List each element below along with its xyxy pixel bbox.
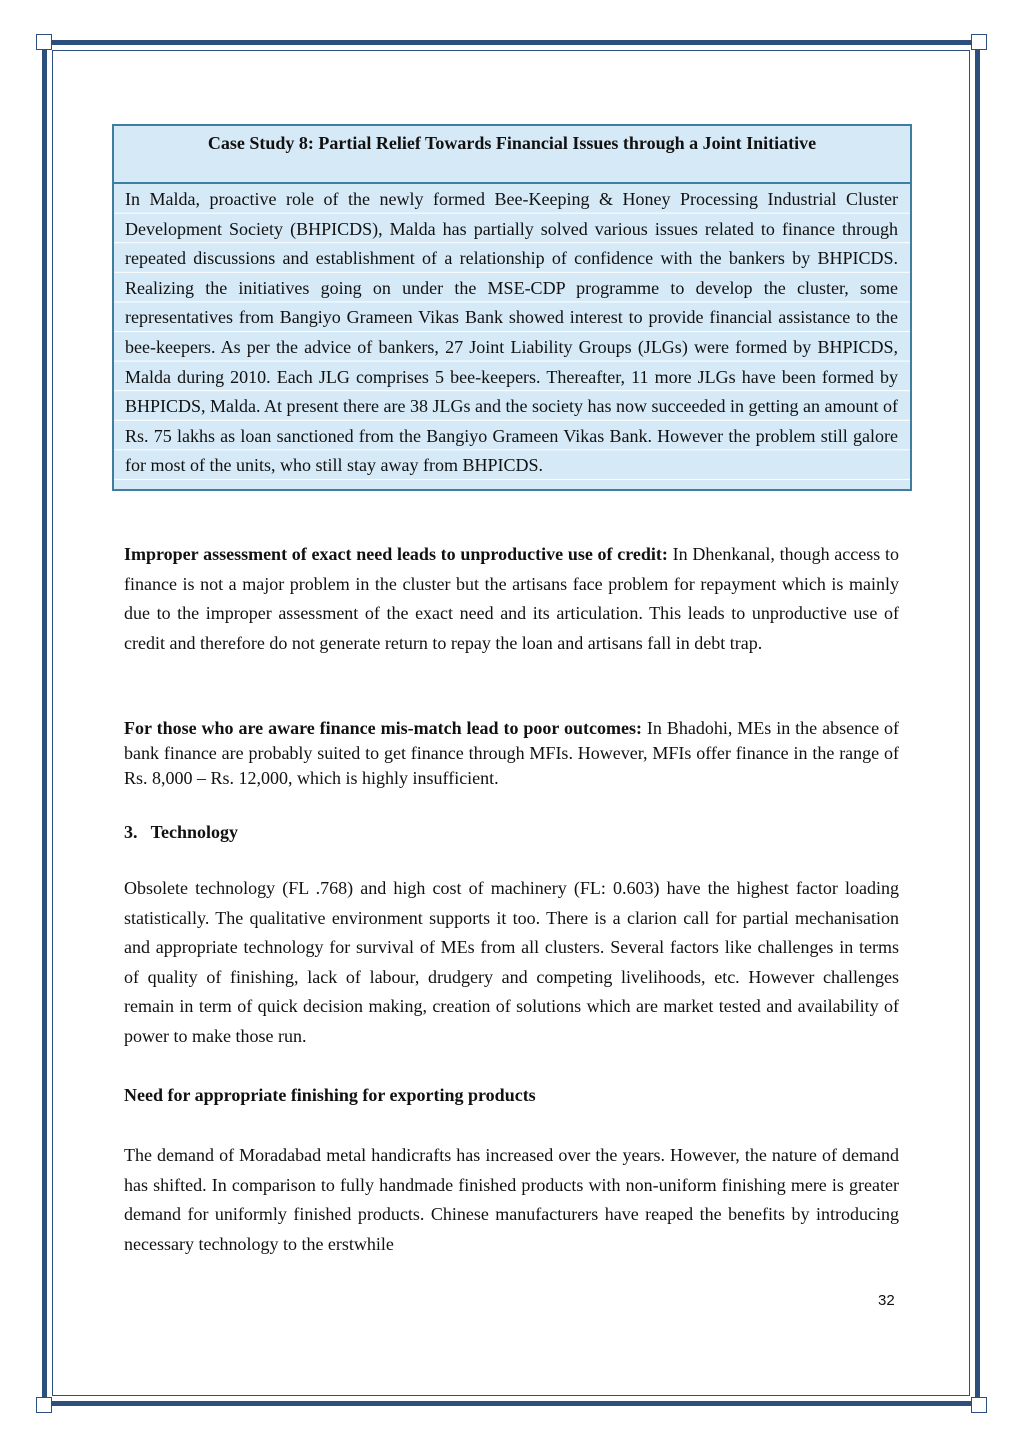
improper-assessment-paragraph [124, 540, 899, 658]
page-number: 32 [878, 1292, 895, 1309]
technology-text: Obsolete technology (FL .768) and high cost of machinery (FL: 0.603) have the highest factor loading statistically. The qualitative environment supports it too. There is a clarion call for partial mechanisation and appropriate technology for survival of MEs from all clusters. Several factors like challenges in terms of quality of finishing, lack of labour, drudgery and competing livelihoods, etc. However challenges remain in term of quick decision making, creation of solutions which are market tested and availability of power to make those run. [124, 878, 899, 1046]
improper-assessment-lead: Improper assessment of exact need leads to unproductive use of credit: [124, 544, 668, 564]
finishing-text: The demand of Moradabad metal handicrafts has increased over the years. However, the nature of demand has shifted. In comparison to fully handmade finished products with non-uniform finishing mere is greater demand for uniformly finished products. Chinese manufacturers have reaped the benefits by introducing necessary technology to the erstwhile [124, 1145, 899, 1254]
technology-heading: 3. Technology [124, 822, 239, 842]
border-corner-bottom-left [36, 1397, 52, 1413]
border-corner-bottom-right [971, 1397, 987, 1413]
technology-paragraph [124, 874, 899, 1051]
finishing-section [124, 1085, 899, 1106]
case-study-box [112, 124, 912, 491]
border-corner-top-right [971, 34, 987, 50]
finishing-paragraph [124, 1141, 899, 1259]
technology-section [124, 822, 899, 843]
finance-mismatch-paragraph [124, 716, 899, 791]
improper-assessment-text: In Dhenkanal, though access to finance is not a major problem in the cluster but the artisans face problem for repayment which is mainly due to the improper assessment of the exact need and its articulation. This leads to unproductive use of credit and therefore do not generate return to repay the loan and artisans fall in debt trap. [124, 544, 899, 653]
finishing-heading: Need for appropriate finishing for exporting products [124, 1085, 536, 1105]
finance-mismatch-text: In Bhadohi, MEs in the absence of bank finance are probably suited to get finance through MFIs. However, MFIs offer finance in the range of Rs. 8,000 – Rs. 12,000, which is highly insufficient. [124, 718, 899, 788]
case-study-body: In Malda, proactive role of the newly formed Bee-Keeping & Honey Processing Industrial Cluster Development Society (BHPICDS), Malda has partially solved various issues related to finance through repeated discussions and establishment of a relationship of confidence with the bankers by BHPICDS. Realizing the initiatives going on under the MSE-CDP programme to develop the cluster, some representatives from Bangiyo Grameen Vikas Bank showed interest to provide financial assistance to the bee-keepers. As per the advice of bankers, 27 Joint Liability Groups (JLGs) were formed by BHPICDS, Malda during 2010. Each JLG comprises 5 bee-keepers. Thereafter, 11 more JLGs have been formed by BHPICDS, Malda. At present there are 38 JLGs and the society has now succeeded in getting an amount of Rs. 75 lakhs as loan sanctioned from the Bangiyo Grameen Vikas Bank. However the problem still galore for most of the units, who still stay away from BHPICDS. [114, 184, 910, 489]
finance-mismatch-lead: For those who are aware finance mis-match lead to poor outcomes: [124, 718, 642, 738]
case-study-title: Case Study 8: Partial Relief Towards Financial Issues through a Joint Initiative [114, 126, 910, 184]
border-corner-top-left [36, 34, 52, 50]
